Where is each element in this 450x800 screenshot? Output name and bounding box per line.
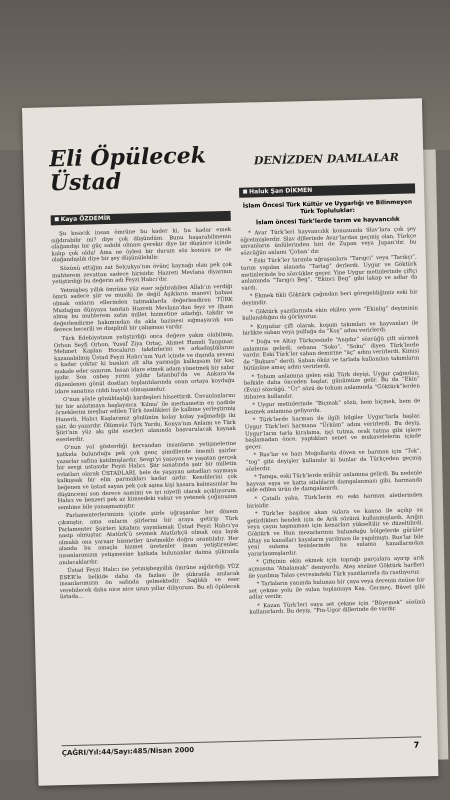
right-article [237, 108, 425, 618]
footer-rule [62, 736, 422, 746]
right-paragraph: * Göktürk yazıtlarında ekin ekilen yere “Ekinlig” deyiminin kullanıldığını da görüyoruz. [242, 304, 419, 322]
left-paragraph: Yetmişbeş yıllık ömrüne yüz eser sığdırabilen Allah’ın verdiği ömrü sadece şiir ve musiki ile değil Aşıkların manevi babası olmak onların ellerinden tutmaklarda değerlendiren TÜRK Muzluğun dünyaya tanıtan Hazreti Mevlana’dan feyz ve ilham almış bu muhterem zatın millet hizmetine adadığı, takdir ve değerlendirme bakımından da akla hazinesi sığmayacak son derece becerili ve disiplinli bir çalışması vardır. [52, 283, 234, 334]
magazine-page [22, 98, 438, 786]
square-bullet-icon [55, 217, 59, 221]
right-article-body [240, 226, 425, 616]
square-bullet-icon [243, 190, 247, 194]
left-paragraph: Sözünü ettiğim zat Selçukya’nın övünç kaynağı olan pek çok muhterem zevattan sadece birisidir. Hazreti Mevlana diyarının yetiştirdiği bu değerin adı Feyzi Halıcı’dır. [52, 261, 233, 286]
left-paragraph: Üstad Feyzi Halıcı ise yetmişbeşyıllık ömrüne sığdırdığı YÜZ ESER’le belkide daha da fazlası ile şükranla anılacak insanlarımızın ön safında gelmektedir. Sağlıklı ve eser verebilecek daha nice nice uzun yıllar diliyorum. Bu eli öpülecek üstada... [59, 563, 240, 601]
right-paragraph: * Çatallı yaba, Türk’lerin en eski harman aletlerinden birisidir. [246, 492, 423, 510]
left-article [48, 113, 240, 603]
right-article-subtitle: İslam öncesi Türk’lerde tarım ve hayvancılık [255, 216, 400, 227]
left-paragraph: Türk Edebiyatının yetiştirdiği onca değere yakın olabilmiş, Orhon Seyfi Orhon, Yusuf Ziya Ortaç, Ahmet Hamdi Tanpınar, Mehmet Kaplan Hocaların takdirlerini ve arkadaşlıklarını kazanabilmiş Üstad Feyzi Halıcı’nın Yurt içinde ve dışında seveni o kadar çoktur ki bunları alt alta yazmağa kalkışsam bir kaç makale eder sanırım. İnsan idare etmek adam yönetmek bir sabır işidir. Son onbeş yırmı yıldır İstanbul’da ve Ankara’da düzenlenen gönül dostları toplantılarında onun ortaya koyduğu idare sanatına ciddi huyrat olmuşumdur. [53, 331, 235, 395]
left-paragraph: Parlamenterlerimizin içinde şiirle uğraşanlar her dönem çıkmıştır, ama onların şiirlerini bir araya getirip Türk Parlamenter Şairleri kitabını yayınlamak Üstad Feyzi Halıcı’ya nasip olmuştur. Atatürk’ü sevmek Atatürkçü olmak ona layık olmaklı ona yaraşır bizmetler üretmekle doğru orantılıdır. Her alanda bu amaçla hizmet üretenler insan yetiştirenler, insanlarımızın yetişmesine katkıda bulunanlar daima şükranla anılacaklardır. [58, 509, 239, 566]
right-paragraph: * Kazan Türk’leri suya set çekme için “Büyemek” sözünü kullanırlardı. Bu deyiş, “Fin-Ugor dillerinde de vardır. [249, 599, 426, 617]
right-paragraph: * Uygur metinlerinde “Biçmak” sözü, hem biçmek, hem de kesmek anlamına geliyordu. [244, 398, 421, 416]
right-paragraph: * Rus’lar ve bazı Moğollarda döven ve harman için “Tok”, “tog” gibi deyişler kullanılır ki bunlar da Türkçeden geçmiş sözlerdir. [245, 448, 422, 473]
right-paragraph: * Tamga, eski Türk’lerde mühür anlamına gelirdi. Bu nedenle hayvan eşya ve hatta silahların damgalanması gibi, harmanda elde edilen ürün de damgalanırdı. [246, 470, 423, 495]
left-article-title-line2: Üstad [49, 168, 122, 197]
left-paragraph: O’nun yol gösterdiği kervandan insanların yetişmelerine katkıda bulunduğu pek çok genç şimdilerde önemli şairler yazarlar safına katılmışlardır. Sevgi’yi yaşayan ve yaşatan gerçek bir sevgi ustasıdır Feyzi Halıcı. Şiir sanatında şair bir milletin evlatları olarak ÜSTADLARI, hele de yaşayan ustadları saymaya kalkışsak bir elin parmakları kadar azdır. Kendilerini çok beğenen ve üstad sayan pek çok aşina kişi kasara kalmasınlar bu düşüncemi son derece samimi ve iyi niyetli olarak açıklıyorum. Halıcı ve benzeri pek az kimsedeki vakur ve yetenek çoğunuzun sembine bile yanaşmamıştır. [56, 441, 238, 511]
left-article-title-line1: Eli Öpülecek [48, 142, 207, 173]
right-paragraph: * Türk’lerde harman ile ilgili bilgiler Uygur’larla başlar. Uygur Türk’leri harmana “Ürküm” adını verirlerdi. Bu deyiş, Uygur’ların tarla kiralama, işçi tutma, orak tutma gibi işlere başlamadan önce, yaptıkları senet ve mukavelelerin içinde geçer. [244, 413, 422, 451]
right-author: Haluk Şan DİKMEN [249, 186, 313, 196]
right-author-bar [239, 183, 415, 197]
right-paragraph: * Avar Türk’leri hayvancılık konusunda Slav’lara çok şey öğretmişlerdir. Slav dillerinde Avar’lardan geçmiş olan, Türkçe unvanların ünlülerinden biri de Zupan veya Jupan’dır. bu sözcüğün anlamı ‘Çoban’ dır. [240, 226, 417, 257]
page-number: 7 [413, 740, 420, 750]
right-paragraph: * Türk’ler başıboş akan sulara ve kanna ile açılıp su getirdikleri hendek için de Arık sözünü kullanmışlardı. Arığın veya çayın taşmaması için kenarları yükseltilir ve düzeltilirdi. Göktürk ve Hun mezarlarının bulunduğu bölgelerde gürüler Altay su kanalları kayaların yarılması ile yapılmıştı. Rus’lar bile yeni sulama tesislerinde bu sulama kanallarından yararlanmışlardır. [247, 507, 424, 558]
right-paragraph: * Tarlaların yanında bulunan bir çaya veya derenin önüne bir set çekme yolu ile sulan toplamaya Kaş, Germeç, Büvet gibi adlar verilir. [248, 577, 425, 601]
left-author-bar [51, 211, 231, 225]
right-paragraph: * Tohum anlamına gelen eski Türk deyişi, Uygur çağından, belkide daha önceden başlar, günümüze gelir. Bu da “Ekin” (Evin) sözcüğü. “Ür” sözü de tohum anlamında “Göktürk”lerden itibaren kullanılır. [243, 370, 420, 401]
right-paragraph: * Doğu ve Altay Türkçesinde “Angdız” sözcüğü çift sürmek anlamına gelirdi. sebana “Soko”, “Soku” diyen Türk’lerde vardır. Eski Türk’ler saban demirine “üç” adını verirlerdi. Kimisi de “Bukuro” derdi. Saban öküz ve tarlada kullanılan takımların bütününe amaç adını verirlerdi. [242, 335, 420, 372]
right-article-title: İslam Öncesi Türk Kültür ve Uygarlığı ve Bilinmeyen Türk Topluluklar: [242, 199, 413, 216]
left-article-body [51, 227, 240, 601]
right-paragraph: * Kırgızlar çift olarak, koşum takımları ve hayvanları ile birlikte saban veya pulluğa da “Koş” adını verirlerdi. [242, 320, 419, 337]
right-paragraph: * Eski Türk’ler tarımla uğraşanlara “Tarıgcı” veya “Tarıkçı”, tarım yapılan alanada “Tarlag” derlerdi. Uygur ve Göktürk metinlerinde bu sözcükler geçer. Yine Uygur metinlerinde çiftçi anlamında “Tarıgcı Beg”, “Ekinci Beg” gibi lakap ve adlar da vardı. [240, 254, 418, 292]
left-paragraph: Şu kısacık insan ömrüne bu kader ki, bu kadar emek sığdırabilir mi? diye çok düşündüm. Bunu başarabilmenin olağandışı bir güç sahibi olması gerekir diye bir düşünce içinde kalıp çok oldu! Ama ne öylesi bir durum söz konusu ne de olağandışılık diye bir şey düşünülebilir. [51, 226, 232, 264]
left-paragraph: O’nun şöyle gönüldaşlığı kardeşleri hissettirdi. Ünvanlanlarını bir bir anlatmaya başlayınca ‘Kılma’ ile merhametin en nadide örneklerini meşhur edilen Türk özellikleri ile kalbine yerleştirmiş Hunerli, Halıcı Kaşlarımız gönlünün kolay kolay yağmadığı iki şair, iki yazardır. Ölümsüz Türk Yurdu, Konya’nın Anlamı ve Türk Şiiri’nin yüz akı gibi eserleri alanında başvurulacak kaynak eserlerdir. [55, 393, 236, 444]
issue-footer: ÇAĞRI/Yıl:44/Sayı:485/Nisan 2000 [61, 745, 195, 758]
left-author: Kaya ÖZDEMİR [60, 214, 111, 224]
column-rubric: DENİZDEN DAMLALAR [253, 150, 399, 168]
right-paragraph: * Ekmek fikli Göktürk çağından beri göregeldiğimiz eski bir deyimdir. [241, 289, 418, 307]
right-paragraph: * Çiftçinin ekin ekmek için toprağı parçalara ayırıp arık açmasına “Atıalamak” deniyordu. Ateş sözüne Göktürk harfleri ile yazılmış Talas çevresindeki Türk yazıtlarında da rastlıyoruz. [248, 555, 425, 580]
